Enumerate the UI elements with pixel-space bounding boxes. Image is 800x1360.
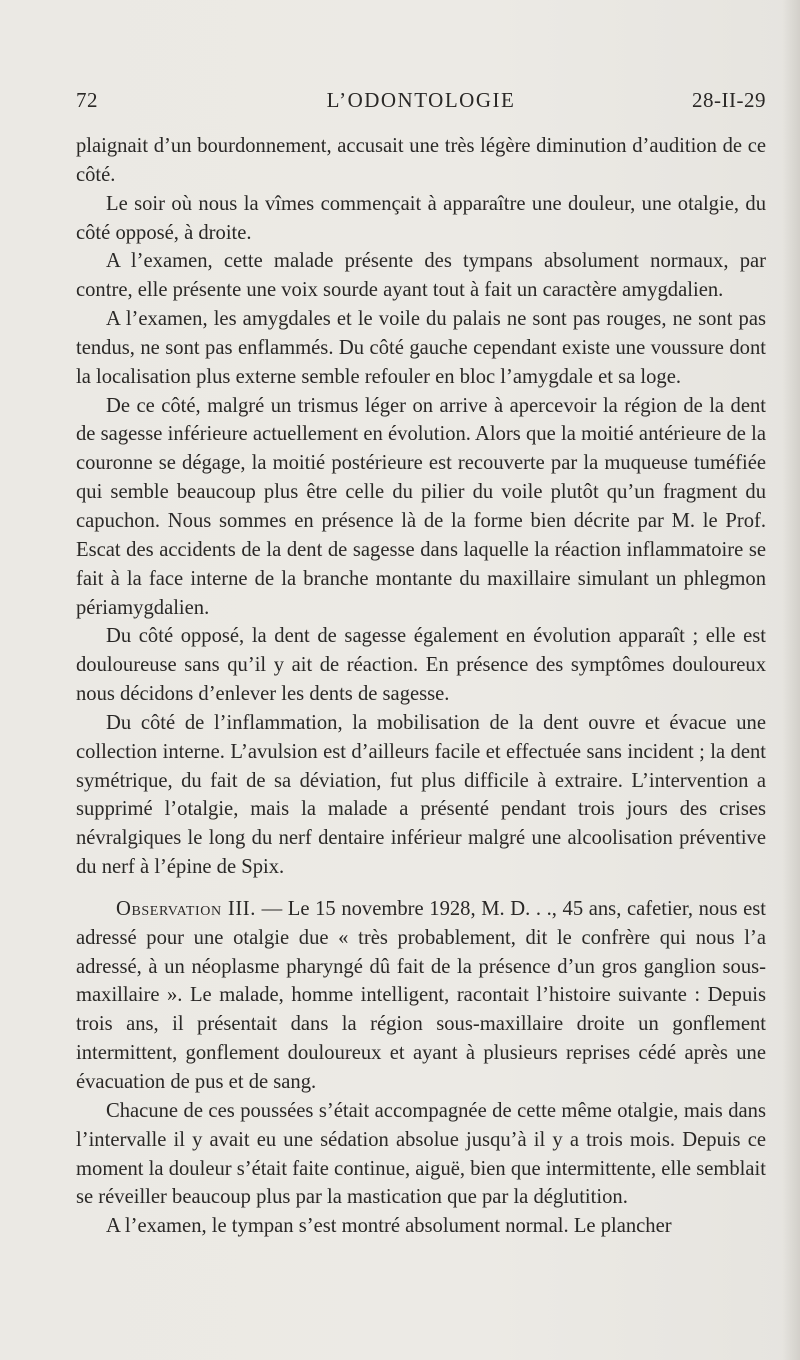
observation-paragraph	[76, 895, 766, 1097]
paragraph: Du côté opposé, la dent de sagesse également en évolution apparaît ; elle est douloureuse sans qu’il y ait de réaction. En présence des symptômes douloureux nous décidons d’enlever les dents de sagesse.	[76, 625, 766, 706]
body-text	[76, 132, 766, 1241]
page-number: 72	[76, 88, 98, 112]
observation-label: Observation III.	[116, 897, 256, 920]
paragraph: A l’examen, cette malade présente des tympans absolument normaux, par contre, elle présente une voix sourde ayant tout à fait un caractère amygdalien.	[76, 250, 766, 302]
page-edge-shadow	[782, 0, 800, 1360]
paragraph: A l’examen, le tympan s’est montré absolument normal. Le plancher	[106, 1215, 672, 1238]
observation-text: — Le 15 novembre 1928, M. D. . ., 45 ans, cafetier, nous est adressé pour une otalgie due « très probablement, dit le confrère qui nous l’a adressé, à un néoplasme pharyngé dû fait de la présence d’un gros ganglion sous-maxillaire ». Le malade, homme intelligent, racontait l’histoire suivante : Depuis trois ans, il présentait dans la région sous-maxillaire droite un gonflement intermittent, gonflement douloureux et ayant à plusieurs reprises cédé après une évacuation de pus et de sang.	[76, 897, 766, 1093]
paragraph: Du côté de l’inflammation, la mobilisation de la dent ouvre et évacue une collection interne. L’avulsion est d’ailleurs facile et effectuée sans incident ; la dent symétrique, du fait de sa déviation, fut plus difficile à extraire. L’intervention a supprimé l’otalgie, mais la malade a présenté pendant trois jours des crises névralgiques le long du nerf dentaire inférieur malgré une alcoolisation préventive du nerf à l’épine de Spix.	[76, 711, 766, 879]
issue-date: 28-II-29	[692, 88, 766, 112]
paragraph: De ce côté, malgré un trismus léger on arrive à apercevoir la région de la dent de sagesse inférieure actuellement en évolution. Alors que la moitié antérieure de la couronne se dégage, la moitié postérieure est recouverte par la muqueuse tuméfiée qui semble beaucoup plus être celle du pilier du voile plutôt qu’un fragment du capuchon. Nous sommes en présence là de la forme bien décrite par M. le Prof. Escat des accidents de la dent de sagesse dans laquelle la réaction inflammatoire se fait à la face interne de la branche montante du maxillaire simulant un phlegmon périamygdalien.	[76, 394, 766, 619]
running-header	[76, 88, 766, 118]
journal-title: L’ODONTOLOGIE	[326, 88, 516, 112]
paragraph: plaignait d’un bourdonnement, accusait une très légère diminution d’audition de ce côté.	[76, 135, 766, 186]
paragraph: Le soir où nous la vîmes commençait à apparaître une douleur, une otalgie, du côté opposé, à droite.	[76, 192, 766, 244]
paragraph: Chacune de ces poussées s’était accompagnée de cette même otalgie, mais dans l’intervalle il y avait eu une sédation absolue jusqu’à il y a trois mois. Depuis ce moment la douleur s’était faite continue, aiguë, bien que intermittente, elle semblait se réveiller beaucoup plus par la mastication que par la déglutition.	[76, 1099, 766, 1209]
paragraph: A l’examen, les amygdales et le voile du palais ne sont pas rouges, ne sont pas tendus, ne sont pas enflammés. Du côté gauche cependant existe une voussure dont la localisation plus externe semble refouler en bloc l’amygdale et sa loge.	[76, 308, 766, 388]
